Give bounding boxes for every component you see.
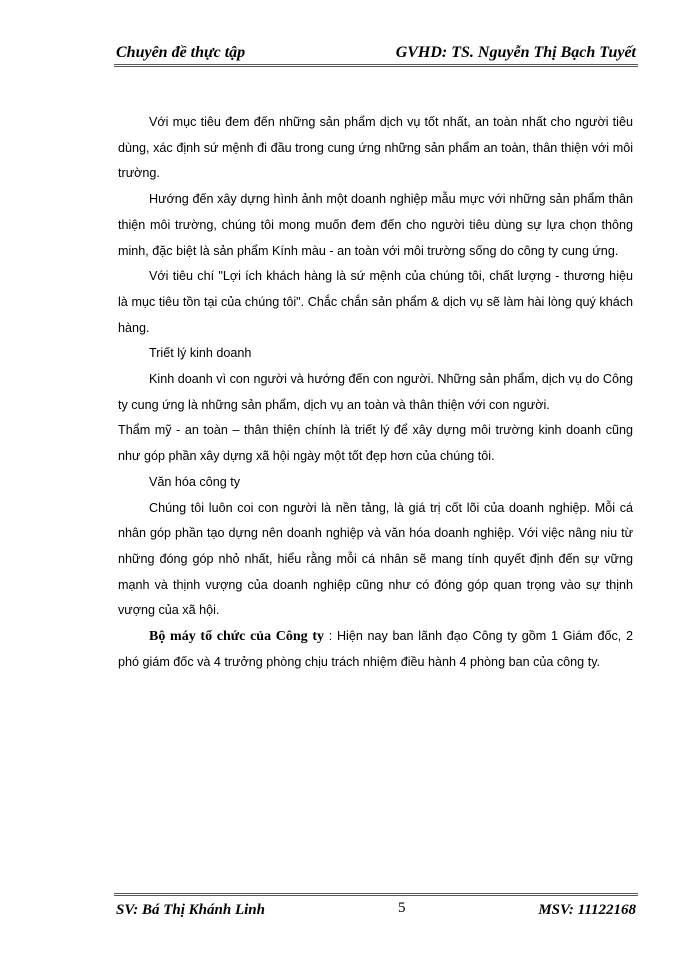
page-header — [116, 40, 636, 62]
paragraph-philosophy: Thẩm mỹ - an toàn – thân thiện chính là triết lý để xây dựng môi trường kinh doanh cũng như góp phần xây dựng xã hội ngày một tốt đẹp hơn của chúng tôi. — [118, 423, 633, 464]
paragraph-criteria: Với tiêu chí "Lợi ích khách hàng là sứ mệnh của chúng tôi, chất lượng - thương hiệu là mục tiêu tồn tại của chúng tôi". Chắc chắn sản phẩm & dịch vụ sẽ làm hài lòng quý khách hàng. — [118, 269, 633, 335]
paragraph-mission: Với mục tiêu đem đến những sản phẩm dịch vụ tốt nhất, an toàn nhất cho người tiêu dùng, xác định sứ mệnh đi đầu trong cung ứng những sản phẩm an toàn, thân thiện với môi trường. — [118, 115, 633, 181]
footer-student-id: MSV: 11122168 — [538, 902, 636, 918]
header-supervisor: GVHD: TS. Nguyễn Thị Bạch Tuyết — [395, 44, 636, 61]
paragraph-business: Kinh doanh vì con người và hướng đến con người. Những sản phẩm, dịch vụ do Công ty cung ứng là những sản phẩm, dịch vụ an toàn và thân thiện với con người. — [118, 372, 633, 412]
page-number: 5 — [398, 900, 406, 916]
paragraph-vision: Hướng đến xây dựng hình ảnh một doanh nghiệp mẫu mực với những sản phẩm thân thiện môi trường, chúng tôi mong muốn đem đến cho người tiêu dùng sự lựa chọn thông minh, đặc biệt là sản phẩm Kính màu - an toàn với môi trường sống do công ty cung ứng. — [118, 192, 633, 258]
header-course-title: Chuyên đề thực tập — [116, 44, 246, 61]
footer-divider — [114, 893, 638, 899]
header-divider — [114, 64, 638, 70]
paragraph-organization — [118, 624, 633, 675]
document-body — [118, 110, 633, 675]
organization-text: : Hiện nay ban lãnh đạo Công ty gồm 1 Giám đốc, 2 phó giám đốc và 4 trưởng phòng chịu trách nhiệm điều hành 4 phòng ban của công ty. — [118, 629, 633, 669]
heading-company-culture: Văn hóa công ty — [149, 474, 241, 489]
heading-business-philosophy: Triết lý kinh doanh — [149, 346, 252, 361]
paragraph-culture: Chúng tôi luôn coi con người là nền tảng, là giá trị cốt lõi của doanh nghiệp. Mỗi cá nhân góp phần tạo dựng nên doanh nghiệp và văn hóa doanh nghiệp. Với việc nâng niu từ những đóng góp nhỏ nhất, hiểu rằng mỗi cá nhân sẽ mang tính quyết định đến sự vững mạnh và thịnh vượng của doanh nghiệp cũng như có đóng góp quan trọng vào sự thịnh vượng của xã hội. — [118, 500, 633, 618]
page-footer — [116, 900, 636, 922]
organization-heading: Bộ máy tổ chức của Công ty — [149, 629, 325, 645]
footer-student-name: SV: Bá Thị Khánh Linh — [116, 902, 265, 918]
